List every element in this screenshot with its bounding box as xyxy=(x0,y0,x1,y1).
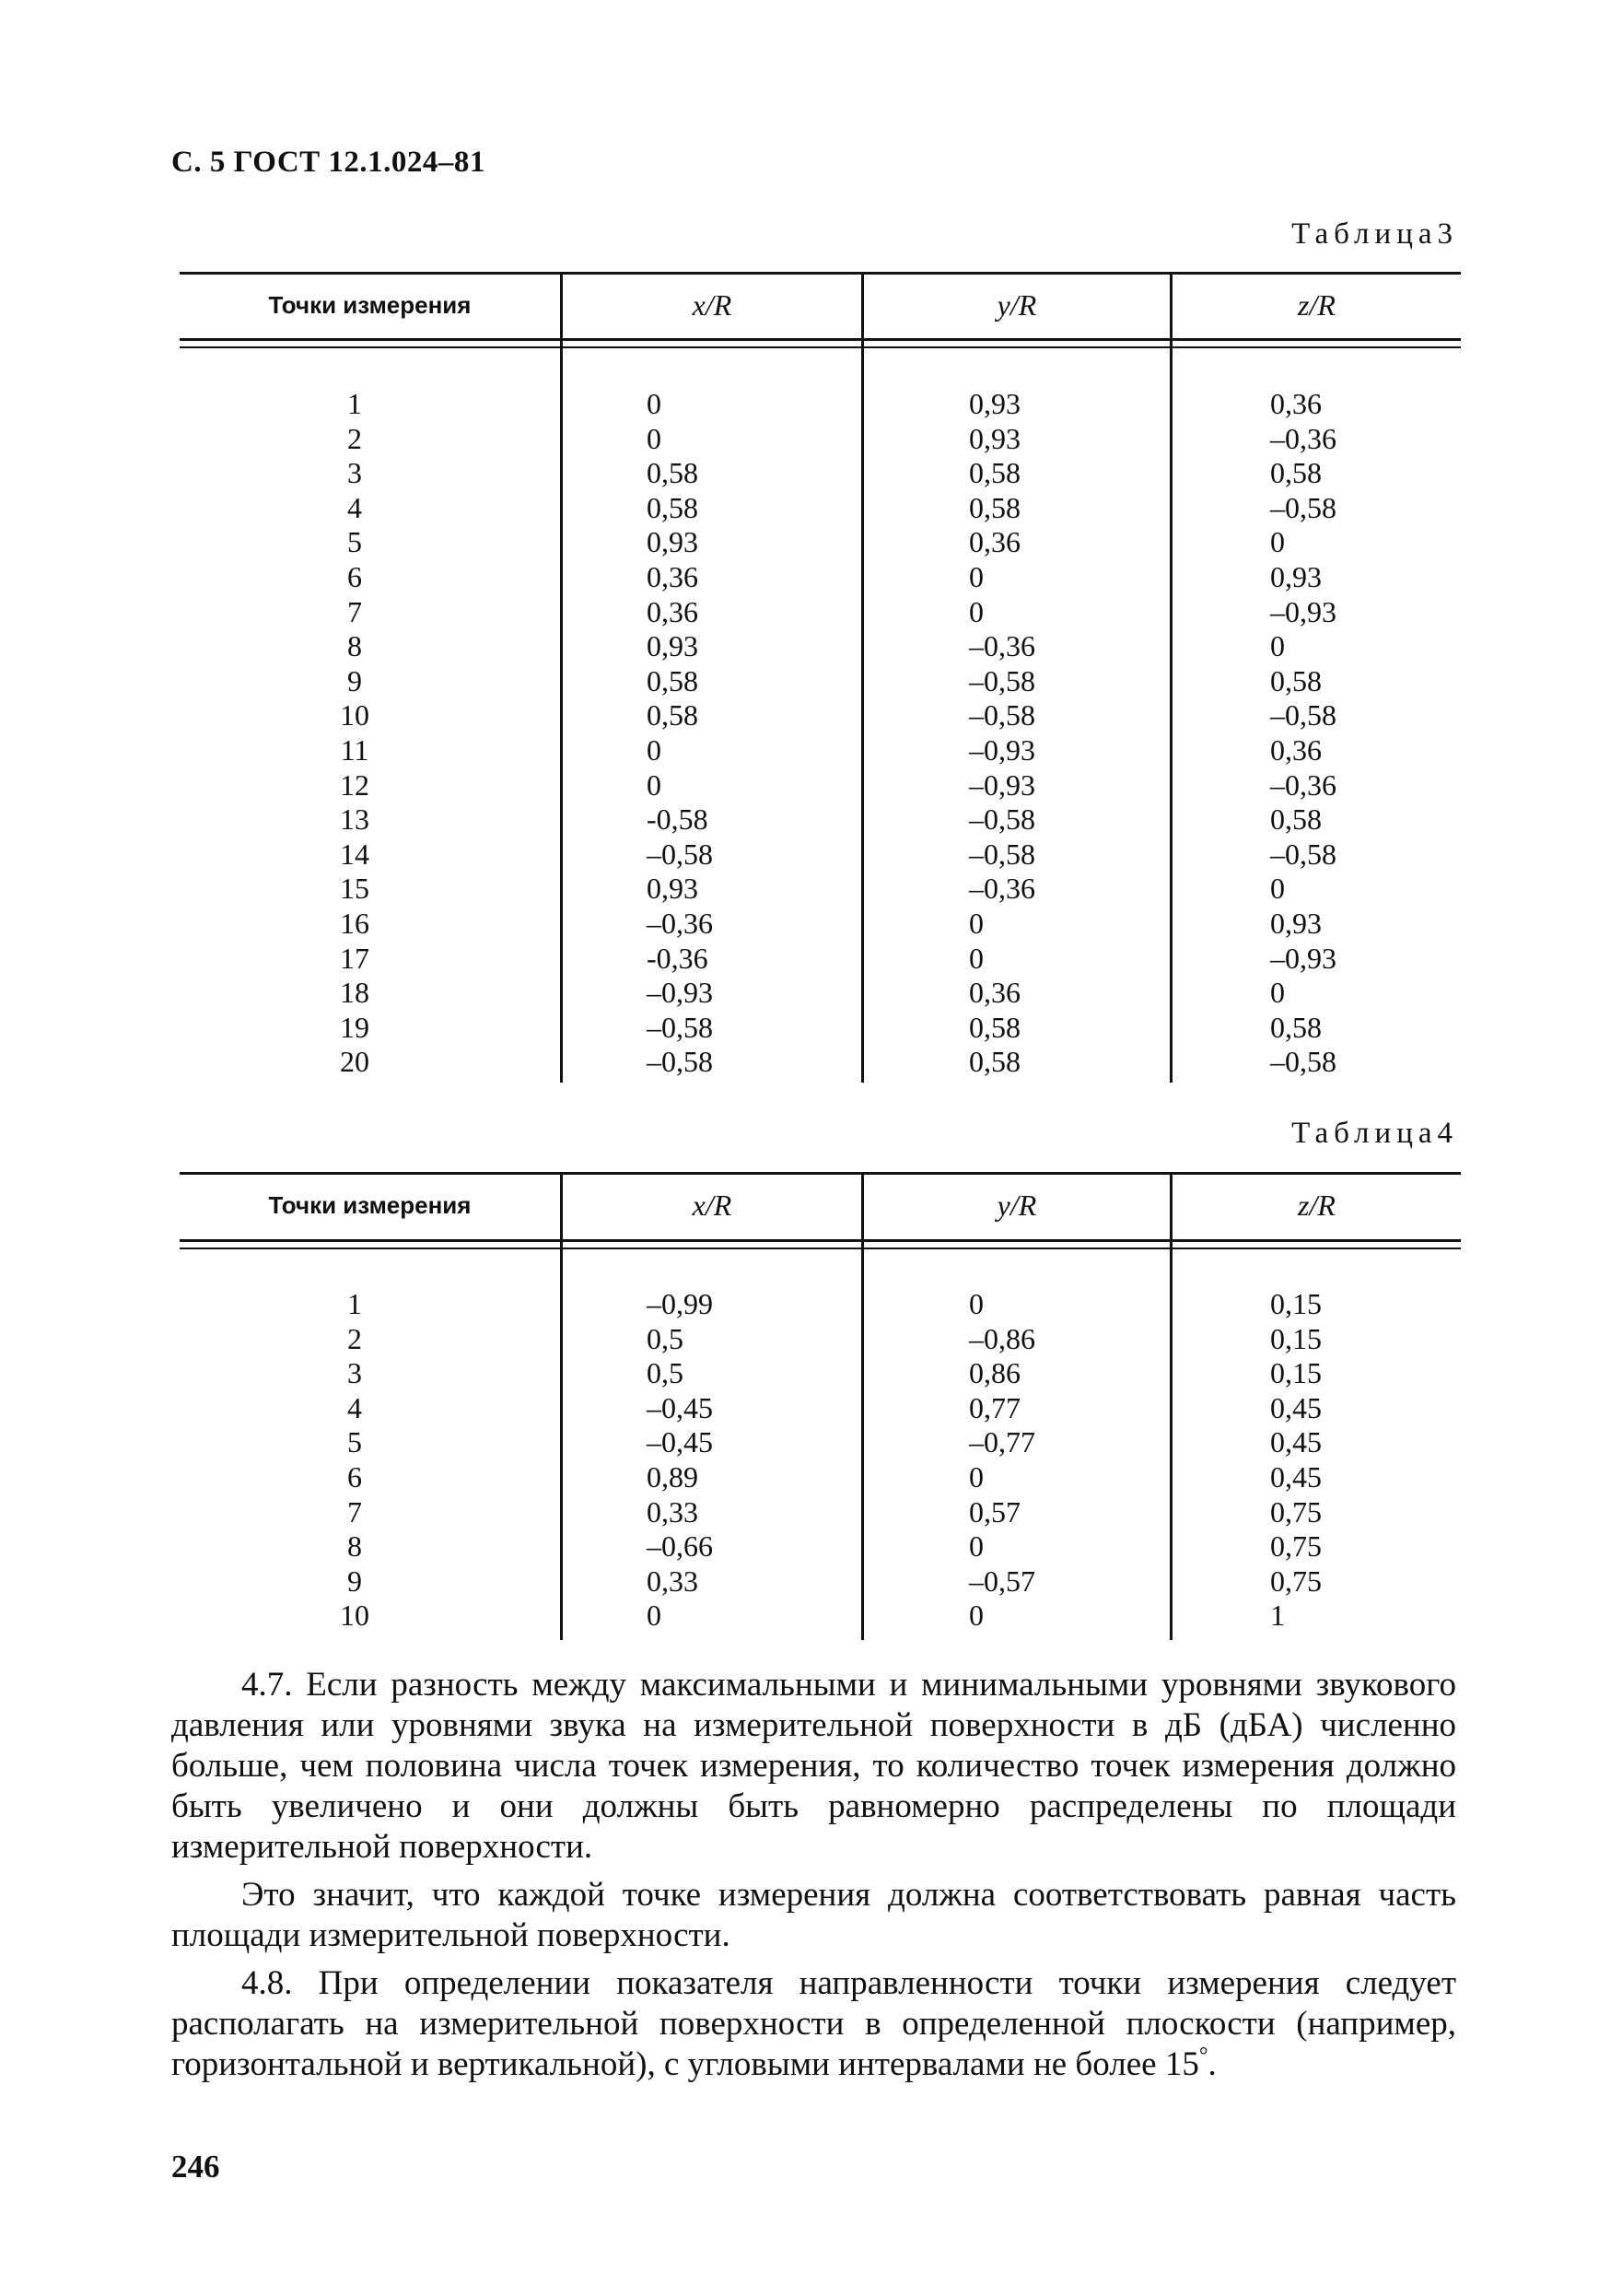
table-4-x-cell: 0,5 xyxy=(647,1321,683,1355)
table-3-y-cell: 0,36 xyxy=(969,525,1021,559)
paragraph-4-7-cont: Это значит, что каждой точке измерения должна соответствовать равная часть площади измерительной поверхности. xyxy=(171,1876,1456,1954)
table-3-points-cell: 1 xyxy=(347,387,362,420)
table-3-x-cell: 0,93 xyxy=(647,525,698,559)
table-4-z-cell: 0,75 xyxy=(1270,1564,1322,1598)
table-4-x-cell: 0,33 xyxy=(647,1494,698,1529)
table-3-x-cell: 0,58 xyxy=(647,663,698,697)
table-3-z-cell: 0,58 xyxy=(1270,456,1322,490)
table-4-points-cell: 4 xyxy=(347,1390,362,1424)
table-3-z-cell: –0,93 xyxy=(1270,594,1336,628)
paragraph-4-8-text: 4.8. При определении показателя направленности точки измерения следует располагать на измерительной поверхности в определенной плоскости (например, горизонтальной и вертикальной), с угловыми интервалами не более 15 xyxy=(171,1964,1456,2083)
table-3-y-cell: 0,93 xyxy=(969,421,1021,455)
page-header: С. 5 ГОСТ 12.1.024–81 xyxy=(171,146,485,179)
table-3-z-cell: 0 xyxy=(1270,976,1285,1010)
table-3-x-cell: 0,58 xyxy=(647,490,698,524)
table-3-z-cell: –0,58 xyxy=(1270,490,1336,524)
table-3-y-cell: –0,58 xyxy=(969,698,1035,732)
body-text xyxy=(171,1665,1456,2092)
table-3-header-z: z/R xyxy=(1298,287,1336,322)
table-3-caption: Таблица3 xyxy=(1291,217,1458,251)
table-3-y-cell: –0,36 xyxy=(969,629,1035,663)
paragraph-4-7: 4.7. Если разность между максимальными и минимальными уровнями звукового давления или уровнями звука на измерительной поверхности в дБ (дБА) численно больше, чем половина числа точек измерения, то количество точек измерения должно быть увеличено и они должны быть равномерно распределены по площади измерительной поверхности. xyxy=(171,1666,1456,1866)
table-3-points-cell: 9 xyxy=(347,663,362,697)
table-3-x-cell: –0,93 xyxy=(647,976,713,1010)
table-4-y-cell: 0 xyxy=(969,1459,984,1494)
table-4-header-x: x/R xyxy=(692,1189,732,1222)
table-3-z-cell: –0,58 xyxy=(1270,1045,1336,1079)
table-4-divider xyxy=(560,1172,563,1640)
table-3-points-cell: 6 xyxy=(347,559,362,593)
table-4-points-cell: 6 xyxy=(347,1459,362,1494)
table-4-points-column xyxy=(299,1287,410,1634)
table-3-y-cell: 0,93 xyxy=(969,387,1021,420)
table-4-y-cell: 0 xyxy=(969,1599,984,1633)
table-3-points-cell: 11 xyxy=(340,732,369,767)
table-3-y-cell: –0,93 xyxy=(969,767,1035,802)
table-3-points-cell: 18 xyxy=(340,976,369,1010)
table-4-x-cell: 0,89 xyxy=(647,1459,698,1494)
table-3-z-cell: –0,36 xyxy=(1270,767,1336,802)
table-4-y-cell: 0 xyxy=(969,1287,984,1320)
table-3-y-cell: –0,58 xyxy=(969,837,1035,871)
table-3-x-cell: 0,58 xyxy=(647,456,698,490)
table-3-points-cell: 13 xyxy=(340,802,369,837)
table-3-divider xyxy=(861,272,864,1083)
table-4-y-cell: –0,86 xyxy=(969,1321,1035,1355)
table-3-x-cell: 0,58 xyxy=(647,698,698,732)
table-4-y-cell: –0,77 xyxy=(969,1425,1035,1459)
table-3-header-points: Точки измерения xyxy=(268,290,472,319)
table-4-x-cell: 0,5 xyxy=(647,1356,683,1390)
table-3-z-cell: 0,93 xyxy=(1270,906,1322,940)
table-4-y-cell: 0 xyxy=(969,1529,984,1564)
table-3-x-cell: 0 xyxy=(647,421,661,455)
table-3-y-cell: 0,58 xyxy=(969,456,1021,490)
table-3-z-cell: –0,36 xyxy=(1270,421,1336,455)
table-3-z-cell: 0,58 xyxy=(1270,1010,1322,1044)
table-3-y-cell: 0,36 xyxy=(969,976,1021,1010)
table-3-y-cell: –0,36 xyxy=(969,872,1035,906)
table-3-points-cell: 4 xyxy=(347,490,362,524)
table-3-points-cell: 20 xyxy=(340,1045,369,1079)
table-4-z-cell: 0,45 xyxy=(1270,1459,1322,1494)
table-4-z-cell: 0,15 xyxy=(1270,1287,1322,1320)
table-3-points-cell: 19 xyxy=(340,1010,369,1044)
table-3-y-cell: –0,58 xyxy=(969,802,1035,837)
table-3-z-cell: 0 xyxy=(1270,525,1285,559)
table-4-x-cell: –0,45 xyxy=(647,1390,713,1424)
table-4-y-column xyxy=(969,1287,1035,1634)
table-3-points-cell: 12 xyxy=(340,767,369,802)
table-3-points-column xyxy=(299,387,410,1080)
table-3-points-cell: 5 xyxy=(347,525,362,559)
table-4-z-cell: 0,45 xyxy=(1270,1390,1322,1424)
table-4-points-cell: 9 xyxy=(347,1564,362,1598)
degree-symbol: ° xyxy=(1198,2044,1208,2068)
table-4-x-cell: –0,45 xyxy=(647,1425,713,1459)
table-4-x-column xyxy=(647,1287,713,1634)
table-3-header-y: y/R xyxy=(997,287,1037,322)
table-4-x-cell: –0,99 xyxy=(647,1287,713,1320)
table-3-points-cell: 17 xyxy=(340,941,369,975)
table-3-x-cell: –0,58 xyxy=(647,1010,713,1044)
table-4-points-cell: 5 xyxy=(347,1425,362,1459)
table-3-x-cell: 0,93 xyxy=(647,872,698,906)
table-3-points-cell: 14 xyxy=(340,837,369,871)
table-3-points-cell: 15 xyxy=(340,872,369,906)
table-3-z-cell: –0,58 xyxy=(1270,698,1336,732)
table-3-points-cell: 10 xyxy=(340,698,369,732)
table-3-x-cell: –0,58 xyxy=(647,837,713,871)
table-3-x-cell: 0 xyxy=(647,767,661,802)
paragraph-end: . xyxy=(1208,2045,1217,2083)
table-3-z-column xyxy=(1270,387,1336,1080)
table-3-z-cell: –0,58 xyxy=(1270,837,1336,871)
table-4-points-cell: 10 xyxy=(340,1599,369,1633)
table-3-y-cell: 0 xyxy=(969,559,984,593)
table-3-points-cell: 7 xyxy=(347,594,362,628)
page-number: 246 xyxy=(171,2149,220,2185)
table-4-y-cell: 0,77 xyxy=(969,1390,1021,1424)
table-3-x-cell: –0,36 xyxy=(647,906,713,940)
table-3-divider xyxy=(1170,272,1173,1083)
table-3-x-column xyxy=(647,387,713,1080)
table-4-points-cell: 1 xyxy=(347,1287,362,1320)
table-4-header-points: Точки измерения xyxy=(268,1191,472,1219)
table-3-y-column xyxy=(969,387,1035,1080)
table-3-z-cell: 0,36 xyxy=(1270,387,1322,420)
table-4-x-cell: –0,66 xyxy=(647,1529,713,1564)
table-3-z-cell: 0 xyxy=(1270,872,1285,906)
table-4-header-rule xyxy=(180,1239,1461,1249)
table-3-y-cell: 0 xyxy=(969,594,984,628)
table-4 xyxy=(180,1172,1461,1640)
table-3-x-cell: 0 xyxy=(647,732,661,767)
paragraph-4-8 xyxy=(171,1963,1456,2085)
table-3-header-rule xyxy=(180,338,1461,348)
table-3-x-cell: -0,36 xyxy=(647,941,708,975)
table-4-divider xyxy=(861,1172,864,1640)
table-4-points-cell: 8 xyxy=(347,1529,362,1564)
table-4-x-cell: 0,33 xyxy=(647,1564,698,1598)
table-4-points-cell: 2 xyxy=(347,1321,362,1355)
table-3-x-cell: 0,36 xyxy=(647,559,698,593)
table-4-y-cell: 0,57 xyxy=(969,1494,1021,1529)
table-3-z-cell: –0,93 xyxy=(1270,941,1336,975)
table-3-z-cell: 0,58 xyxy=(1270,663,1322,697)
table-3-y-cell: –0,93 xyxy=(969,732,1035,767)
table-4-points-cell: 3 xyxy=(347,1356,362,1390)
table-3-z-cell: 0,36 xyxy=(1270,732,1322,767)
table-3-y-cell: 0,58 xyxy=(969,490,1021,524)
table-3-y-cell: –0,58 xyxy=(969,663,1035,697)
table-3-points-cell: 8 xyxy=(347,629,362,663)
table-4-y-cell: 0,86 xyxy=(969,1356,1021,1390)
table-4-z-column xyxy=(1270,1287,1322,1634)
table-3-z-cell: 0,58 xyxy=(1270,802,1322,837)
table-4-z-cell: 0,15 xyxy=(1270,1321,1322,1355)
table-3 xyxy=(180,272,1461,1083)
table-3-divider xyxy=(560,272,563,1083)
table-3-y-cell: 0,58 xyxy=(969,1045,1021,1079)
table-3-header-x: x/R xyxy=(692,287,732,322)
table-3-y-cell: 0 xyxy=(969,941,984,975)
table-3-x-cell: –0,58 xyxy=(647,1045,713,1079)
table-3-points-cell: 3 xyxy=(347,456,362,490)
table-4-z-cell: 0,45 xyxy=(1270,1425,1322,1459)
table-4-header-z: z/R xyxy=(1298,1189,1336,1222)
table-3-y-cell: 0 xyxy=(969,906,984,940)
table-4-header-y: y/R xyxy=(997,1189,1037,1222)
table-3-z-cell: 0,93 xyxy=(1270,559,1322,593)
table-4-z-cell: 0,75 xyxy=(1270,1494,1322,1529)
table-4-z-cell: 0,15 xyxy=(1270,1356,1322,1390)
table-3-z-cell: 0 xyxy=(1270,629,1285,663)
table-3-x-cell: 0,93 xyxy=(647,629,698,663)
table-3-points-cell: 2 xyxy=(347,421,362,455)
table-4-divider xyxy=(1170,1172,1173,1640)
table-3-x-cell: 0,36 xyxy=(647,594,698,628)
table-3-points-cell: 16 xyxy=(340,906,369,940)
table-3-y-cell: 0,58 xyxy=(969,1010,1021,1044)
table-4-caption: Таблица4 xyxy=(1291,1117,1458,1150)
table-4-points-cell: 7 xyxy=(347,1494,362,1529)
table-3-x-cell: 0 xyxy=(647,387,661,420)
table-4-z-cell: 1 xyxy=(1270,1599,1285,1633)
table-4-z-cell: 0,75 xyxy=(1270,1529,1322,1564)
table-4-x-cell: 0 xyxy=(647,1599,661,1633)
table-4-y-cell: –0,57 xyxy=(969,1564,1035,1598)
table-3-x-cell: -0,58 xyxy=(647,802,708,837)
